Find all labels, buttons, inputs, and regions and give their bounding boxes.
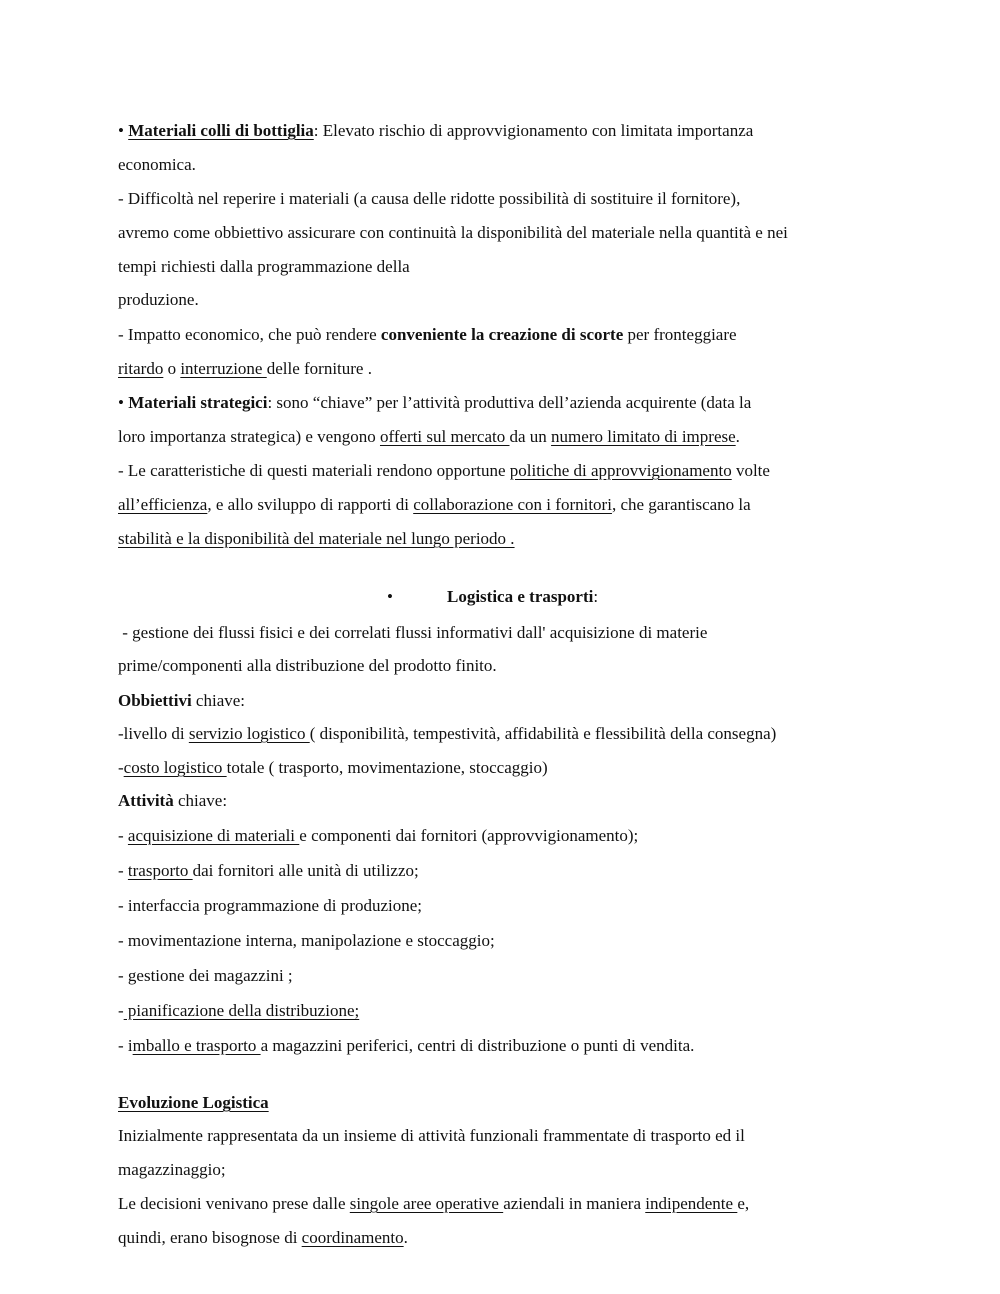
paragraph-line: - gestione dei flussi fisici e dei correlati flussi informativi dall' acquisizione di materie [118,623,708,642]
list-item [118,1000,359,1022]
underlined-phrase: acquisizione di materiali [127,826,300,845]
text-run: : sono “chiave” per l’attività produttiva dell’azienda acquirente (data la [267,393,752,412]
paragraph-line: Inizialmente rappresentata da un insieme di attività funzionali frammentate di trasporto ed il [118,1126,745,1145]
list-item: - movimentazione interna, manipolazione e stoccaggio; [118,931,495,950]
paragraph-line [118,757,548,779]
underlined-phrase: coordinamento [301,1228,404,1247]
paragraph-line [118,690,245,712]
underlined-phrase: numero limitato di imprese [551,427,736,446]
text-run: aziendali in maniera [503,1194,646,1213]
bold-phrase: conveniente la creazione di scorte [380,325,624,344]
underlined-phrase: ritardo [118,359,164,378]
paragraph-line [118,358,372,380]
paragraph-line [118,392,751,414]
list-item [118,1035,694,1057]
paragraph-line [118,426,740,448]
text-run: totale ( trasporto, movimentazione, stoccaggio) [226,758,548,777]
bold-term: Obbiettivi [118,691,192,710]
underlined-phrase: indipendente [645,1194,738,1213]
text-run: volte [731,461,770,480]
underlined-phrase: stabilità e la disponibilità del materiale nel lungo periodo . [118,529,515,548]
paragraph-line: tempi richiesti dalla programmazione della [118,257,410,276]
text-run: , che garantiscano la [611,495,751,514]
paragraph-line: produzione. [118,290,199,309]
text-run: : [593,587,599,606]
bullet: • [118,121,129,140]
bullet: • [387,587,393,606]
paragraph-line: avremo come obbiettivo assicurare con continuità la disponibilità del materiale nella quantità e nei [118,223,788,242]
underlined-phrase: interruzione [180,359,267,378]
underlined-phrase: offerti sul mercato [379,427,510,446]
text-run: delle forniture . [266,359,372,378]
text-run: - [118,861,128,880]
list-item [118,825,638,847]
text-run: : Elevato rischio di approvvigionamento con limitata importanza [313,121,754,140]
underlined-phrase: pianificazione della distribuzione; [123,1001,360,1020]
text-run: , e allo sviluppo di rapporti di [207,495,414,514]
text-run: - i [118,1036,133,1055]
text-run: chiave: [173,791,228,810]
paragraph-line: - Difficoltà nel reperire i materiali (a causa delle ridotte possibilità di sostituire il fornitore), [118,189,741,208]
text-run: ( disponibilità, tempestività, affidabilità e flessibilità della consegna) [309,724,777,743]
text-run: - [118,758,124,777]
text-run: - [118,1001,124,1020]
text-run: o [163,359,181,378]
text-run: a magazzini periferici, centri di distribuzione o punti di vendita. [260,1036,695,1055]
term-materiali-strategici: Materiali strategici [128,393,268,412]
list-item: - interfaccia programmazione di produzione; [118,896,422,915]
underlined-phrase: collaborazione con i fornitori [413,495,612,514]
text-run: loro importanza strategica) e vengono [118,427,380,446]
text-run: e, [737,1194,750,1213]
underlined-phrase: costo logistico [123,758,227,777]
bullet: • [118,393,129,412]
text-run: -livello di [118,724,189,743]
text-run: - Le caratteristiche di questi materiali rendono opportune [118,461,510,480]
bold-term: Attività [118,791,174,810]
text-run: . [735,427,740,446]
paragraph-line [118,790,227,812]
text-run: chiave: [191,691,246,710]
text-run: quindi, erano bisognose di [118,1228,302,1247]
text-run: da un [509,427,552,446]
text-run: e componenti dai fornitori (approvvigionamento); [299,826,639,845]
underlined-phrase: all’efficienza [118,495,208,514]
section-heading-evoluzione: Evoluzione Logistica [118,1093,269,1112]
paragraph-line [118,460,770,482]
paragraph-line [118,723,776,745]
underlined-phrase: politiche di approvvigionamento [509,461,732,480]
section-heading-logistica [387,586,598,608]
paragraph-line: magazzinaggio; [118,1160,226,1179]
list-item: - gestione dei magazzini ; [118,966,293,985]
text-run: Le decisioni venivano prese dalle [118,1194,350,1213]
paragraph-line: economica. [118,155,196,174]
paragraph-line [118,494,751,516]
text-run: - Impatto economico, che può rendere [118,325,381,344]
text-run: . [403,1228,408,1247]
paragraph-line [118,1227,408,1249]
paragraph-line [118,120,753,142]
paragraph-line [118,1193,749,1215]
paragraph-line: prime/componenti alla distribuzione del prodotto finito. [118,656,497,675]
underlined-phrase: trasporto [127,861,193,880]
list-item [118,860,419,882]
paragraph-line [118,324,737,346]
text-run: dai fornitori alle unità di utilizzo; [192,861,419,880]
text-run: - [118,826,128,845]
underlined-phrase: servizio logistico [188,724,310,743]
underlined-phrase: mballo e trasporto [132,1036,261,1055]
underlined-phrase: singole aree operative [349,1194,504,1213]
heading-title: Logistica e trasporti [447,587,594,606]
term-colli-di-bottiglia: Materiali colli di bottiglia [128,121,314,140]
paragraph-line [118,528,515,550]
text-run: per fronteggiare [623,325,737,344]
